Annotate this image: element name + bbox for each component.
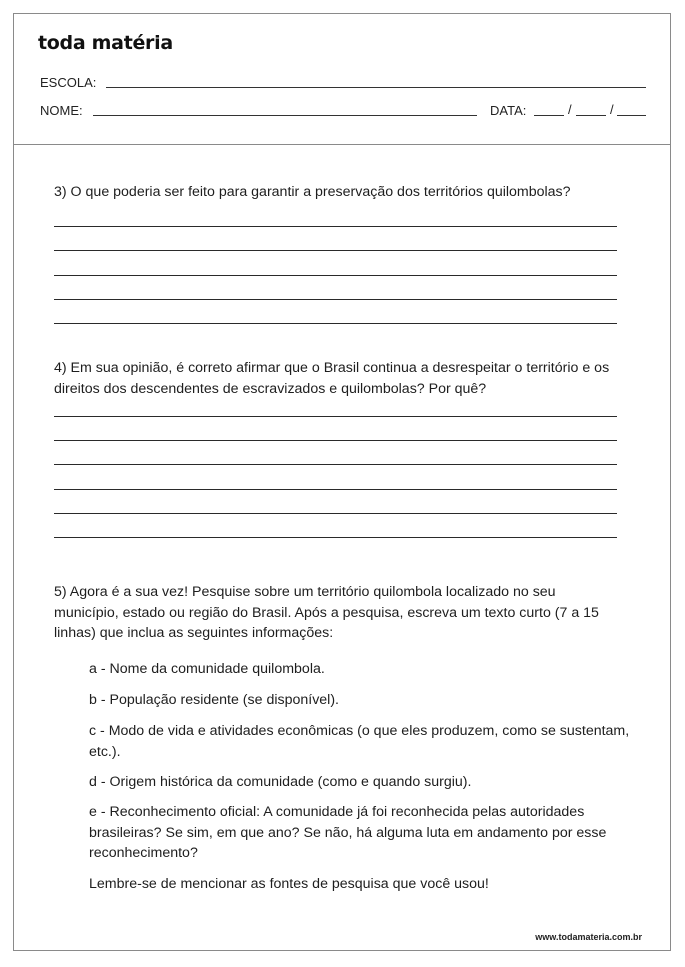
list-item-c: c - Modo de vida e atividades econômicas (o que eles produzem, como se sustentam, etc.). [89,723,630,760]
answer-line[interactable] [54,489,617,490]
answer-line[interactable] [54,323,617,324]
nome-field[interactable] [93,115,477,116]
list-item-b: b - População residente (se disponível). [89,692,339,708]
answer-line[interactable] [54,440,617,441]
logo: toda matéria [38,32,173,54]
list-item-e: e - Reconhecimento oficial: A comunidade já foi reconhecida pelas autoridades brasileiras? Se sim, em que ano? Se não, há alguma luta em andamento por esse reconhecimento? [89,804,607,861]
date-month-field[interactable] [576,115,606,116]
answer-line[interactable] [54,226,617,227]
escola-field[interactable] [106,87,646,88]
nome-label: NOME: [40,103,83,118]
footer-url[interactable]: www.todamateria.com.br [535,932,642,942]
question-5: 5) Agora é a sua vez! Pesquise sobre um território quilombola localizado no seu município, estado ou região do Brasil. Após a pesquisa, escreva um texto curto (7 a 15 linhas) que inclua as seguintes informações: [54,584,599,641]
date-separator: / [568,102,572,117]
answer-line[interactable] [54,416,617,417]
question-3: 3) O que poderia ser feito para garantir a preservação dos territórios quilombolas? [54,184,571,200]
answer-line[interactable] [54,513,617,514]
escola-label: ESCOLA: [40,75,97,90]
closing-note: Lembre-se de mencionar as fontes de pesquisa que você usou! [89,876,489,892]
list-item-a: a - Nome da comunidade quilombola. [89,661,325,677]
answer-line[interactable] [54,250,617,251]
answer-line[interactable] [54,464,617,465]
question-4: 4) Em sua opinião, é correto afirmar que o Brasil continua a desrespeitar o território e os direitos dos descendentes de escravizados e quilombolas? Por quê? [54,360,610,397]
list-item-d: d - Origem histórica da comunidade (como e quando surgiu). [89,774,472,790]
answer-line[interactable] [54,299,617,300]
worksheet-header [14,14,670,145]
worksheet-page [13,13,671,951]
answer-line[interactable] [54,275,617,276]
date-year-field[interactable] [617,115,646,116]
answer-line[interactable] [54,537,617,538]
date-separator: / [610,102,614,117]
data-label: DATA: [490,103,527,118]
date-day-field[interactable] [534,115,564,116]
